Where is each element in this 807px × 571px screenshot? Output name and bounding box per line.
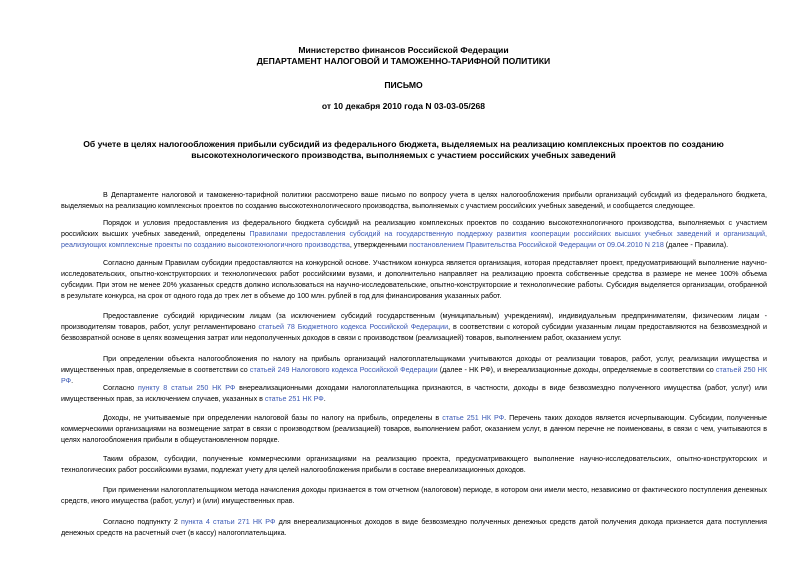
paragraph-6-text-c: . bbox=[323, 395, 326, 404]
ministry-title: Министерство финансов Российской Федерации bbox=[298, 45, 509, 55]
paragraph-2 bbox=[61, 218, 767, 251]
paragraph-5-text-b: (далее - НК РФ), и внереализационные доходы, определяемые в соответствии со bbox=[437, 366, 716, 375]
subject-line-2: высокотехнологического производства, выполняемых с участием российских учебных заведений bbox=[191, 150, 616, 160]
paragraph-10-text-a: Согласно подпункту 2 bbox=[103, 518, 181, 527]
paragraph-2-text-c: (далее - Правила). bbox=[663, 241, 729, 250]
paragraph-4-text-a: Предоставление субсидий юридическим лицам (за исключением субсидий государственным (муниципальным) учреждениям), индивидуальным предпринимателям, физическим лицам - производителям товаров, работ, услуг регламентировано bbox=[61, 312, 767, 332]
subject-line-1: Об учете в целях налогообложения прибыли субсидий из федерального бюджета, выделяемых на реализацию комплексных проектов по созданию bbox=[83, 139, 724, 149]
link-article-271-item-4[interactable]: пункта 4 статьи 271 НК РФ bbox=[181, 518, 276, 527]
link-government-resolution[interactable]: постановлением Правительства Российской Федерации от 09.04.2010 N 218 bbox=[409, 241, 664, 250]
paragraph-6-text-b: внереализационными доходами налогоплательщика признаются, в частности, доходы в виде безвозмездно полученного имущества (работ, услуг) или имущественных прав, за исключением случаев, указанных в bbox=[61, 384, 767, 404]
link-tax-code-article-250[interactable]: статьей 250 НК РФ bbox=[61, 366, 767, 386]
paragraph-7-text-a: Доходы, не учитываемые при определении налоговой базы по налогу на прибыль, определены в bbox=[103, 414, 443, 423]
paragraph-8: Таким образом, субсидии, полученные коммерческими организациями на реализацию проекта, предусматривающего выполнение научно-исследовательских, опытно-конструкторских и технологических работ российскими вузами, подлежат учету для целей налогообложения прибыли в составе внереализационных доходов. bbox=[61, 455, 767, 475]
link-subsidy-rules[interactable]: Правилами предоставления субсидий на государственную поддержку развития кооперации российских высших учебных заведений и организаций, реализующих комплексные проекты по созданию высокотехнологичного производства bbox=[61, 230, 767, 250]
paragraph-5-text-c: . bbox=[71, 377, 74, 386]
paragraph-3: Согласно данным Правилам субсидии предоставляются на конкурсной основе. Участником конкурса является организация, которая представляет проект, предусматривающий выполнение научно-исследовательских, опытно-конструкторских и технологических работ российскими вузами, и дополнительно направляет на реализацию проекта собственные средства в размере не менее 100% объема субсидии. При этом не менее 20% указанных средств должно использоваться на научно-исследовательские, опытно-конструкторские и технологические работы. Субсидия выделяется организации, отобранной в результате конкурса, на срок от одного года до трех лет в объеме до 100 млн. рублей в год для финансирования указанных работ. bbox=[61, 259, 767, 301]
paragraph-2-text-b: , утвержденными bbox=[349, 241, 410, 250]
paragraph-4 bbox=[61, 311, 767, 344]
paragraph-2-text-a: Порядок и условия предоставления из федерального бюджета субсидий на реализацию комплексных проектов по созданию высокотехнологичного производства, выполняемых с участием российских высших учебных заведений, определены bbox=[61, 219, 767, 239]
paragraph-9: При применении налогоплательщиком метода начисления доходы признается в том отчетном (налоговом) периоде, в котором они имели место, независимо от фактического поступления денежных средств, иного имущества (работ, услуг) и (или) имущественных прав. bbox=[61, 486, 767, 506]
link-article-250-item-8[interactable]: пункту 8 статьи 250 НК РФ bbox=[138, 384, 236, 393]
paragraph-10-text-b: для внереализационных доходов в виде безвозмездно полученных денежных средств датой получения дохода признается дата поступления денежных средств на расчетный счет (в кассу) налогоплательщика. bbox=[61, 518, 767, 538]
paragraph-1: В Департаменте налоговой и таможенно-тарифной политики рассмотрено ваше письмо по вопросу учета в целях налогообложения прибыли организаций субсидий из федерального бюджета, выделяемых на реализацию комплексных проектов по созданию высокотехнологического производства, выполняемых с участием российских учебных заведений, и сообщается следующее. bbox=[61, 191, 767, 211]
paragraph-7 bbox=[61, 413, 767, 446]
link-tax-code-article-251[interactable]: статье 251 НК РФ bbox=[264, 395, 324, 404]
document-date-number: от 10 декабря 2010 года N 03-03-05/268 bbox=[321, 101, 486, 111]
paragraph-7-text-b: . Перечень таких доходов является исчерпывающим. Субсидии, полученные коммерческими организациями на возмещение затрат в связи с производством (реализацией) товаров, выполнением работ, оказанием услуг, в данном перечне не поименованы, в связи с чем, учитываются в целях налогообложения прибыли в общеустановленном порядке. bbox=[61, 414, 767, 445]
paragraph-10 bbox=[61, 517, 767, 539]
link-article-251[interactable]: статье 251 НК РФ bbox=[442, 414, 505, 423]
paragraph-6-text-a: Согласно bbox=[103, 384, 138, 393]
paragraph-6 bbox=[61, 383, 767, 405]
department-title: ДЕПАРТАМЕНТ НАЛОГОВОЙ И ТАМОЖЕННО-ТАРИФНОЙ ПОЛИТИКИ bbox=[256, 56, 551, 66]
paragraph-5-text-a: При определении объекта налогообложения по налогу на прибыль организаций налогоплательщиками учитываются доходы от реализации товаров, работ, услуг, реализации имущества и имущественных прав, определяемые в соответствии со bbox=[61, 355, 767, 375]
paragraph-4-text-b: , в соответствии с которой субсидии указанным лицам предоставляются на безвозмездной и безвозвратной основе в целях возмещения затрат или недополученных доходов в связи с производством (реализацией) товаров, выполнением работ, оказанием услуг. bbox=[61, 323, 767, 343]
link-budget-code-article-78[interactable]: статьей 78 Бюджетного кодекса Российской Федерации bbox=[258, 323, 449, 332]
link-tax-code-article-249[interactable]: статьей 249 Налогового кодекса Российской Федерации bbox=[249, 366, 438, 375]
document-type: ПИСЬМО bbox=[384, 80, 423, 90]
